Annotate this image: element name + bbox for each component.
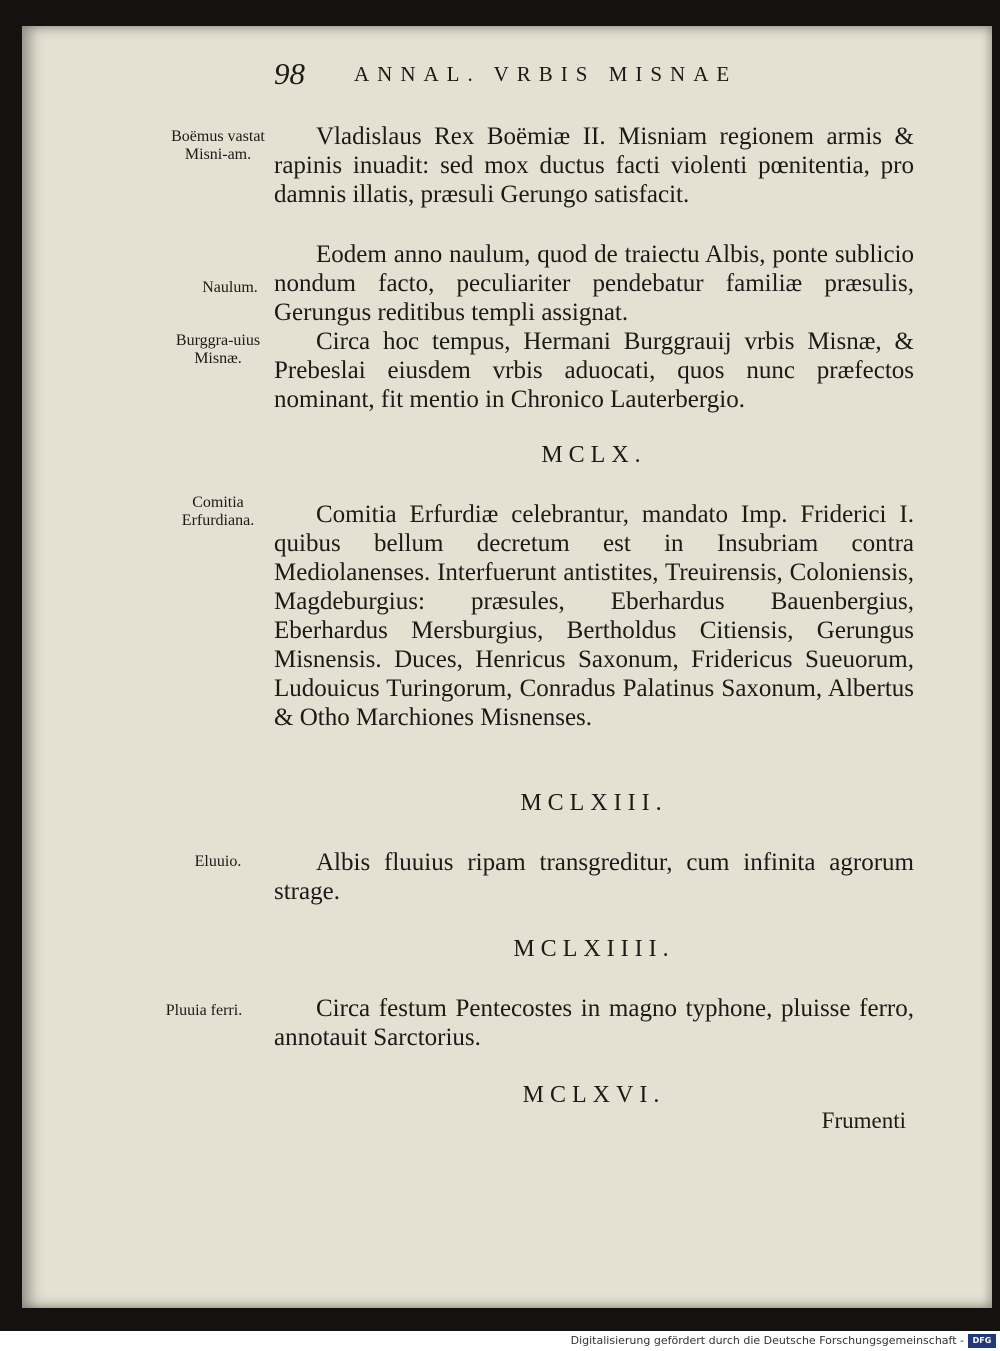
margin-note-eluuio: Eluuio. — [194, 853, 242, 870]
margin-note-boemus: Boëmus vastat Misni-am. — [171, 128, 265, 163]
page-number: 98 — [274, 56, 305, 91]
margin-note-burggrauius: Burggra-uius Misnæ. — [175, 332, 261, 367]
margin-note-pluuia: Pluuia ferri. — [165, 1002, 243, 1019]
footer-credit: Digitalisierung gefördert durch die Deutsche Forschungsgemeinschaft - — [570, 1334, 964, 1347]
year-heading: MCLXIII. — [520, 790, 668, 816]
year-heading: MCLX. — [541, 442, 647, 468]
margin-note-naulum: Naulum. — [202, 279, 258, 296]
paragraph-vladislaus: Vladislaus Rex Boëmiæ II. Misniam regionem armis & rapinis inuadit: sed mox ductus facti violenti pœnitentia, pro damnis illatis, præsuli Gerungo satisfacit. — [274, 123, 914, 208]
margin-note-comitia: Comitia Erfurdiana. — [181, 494, 255, 529]
catchword: Frumenti — [821, 1108, 906, 1133]
paragraph-burggrauius: Circa hoc tempus, Hermani Burggrauij vrbis Misnæ, & Prebeslai eiusdem vrbis aduocati, quos nunc præfectos nominant, fit mentio in Chronico Lauterbergio. — [274, 328, 914, 413]
paragraph-comitia: Comitia Erfurdiæ celebrantur, mandato Imp. Friderici I. quibus bellum decretum est in Insubriam contra Mediolanenses. Interfuerunt antistites, Treuirensis, Coloniensis, Magdeburgius: præsules, Eberhardus Bauenbergius, Eberhardus Mersburgius, Bertholdus Citiensis, Gerungus Misnensis. Duces, Henricus Saxonum, Fridericus Sueuorum, Ludouicus Turingorum, Conradus Palatinus Saxonum, Albertus & Otho Marchiones Misnenses. — [274, 501, 914, 731]
paragraph-eluuio: Albis fluuius ripam transgreditur, cum infinita agrorum strage. — [274, 849, 914, 905]
page-header — [272, 56, 892, 96]
year-heading: MCLXIIII. — [513, 936, 675, 962]
paragraph-pluuia: Circa festum Pentecostes in magno typhone, pluisse ferro, annotauit Sarctorius. — [274, 995, 914, 1051]
dfg-logo-icon: DFG — [968, 1334, 996, 1348]
paragraph-naulum: Eodem anno naulum, quod de traiectu Albis, ponte sublicio nondum facto, peculiariter pendebatur familiæ præsulis, Gerungus reditibus templi assignat. — [274, 241, 914, 326]
year-heading: MCLXVI. — [522, 1082, 666, 1108]
footer-bar — [0, 1331, 1000, 1351]
running-title: ANNAL. VRBIS MISNAE — [354, 62, 738, 86]
